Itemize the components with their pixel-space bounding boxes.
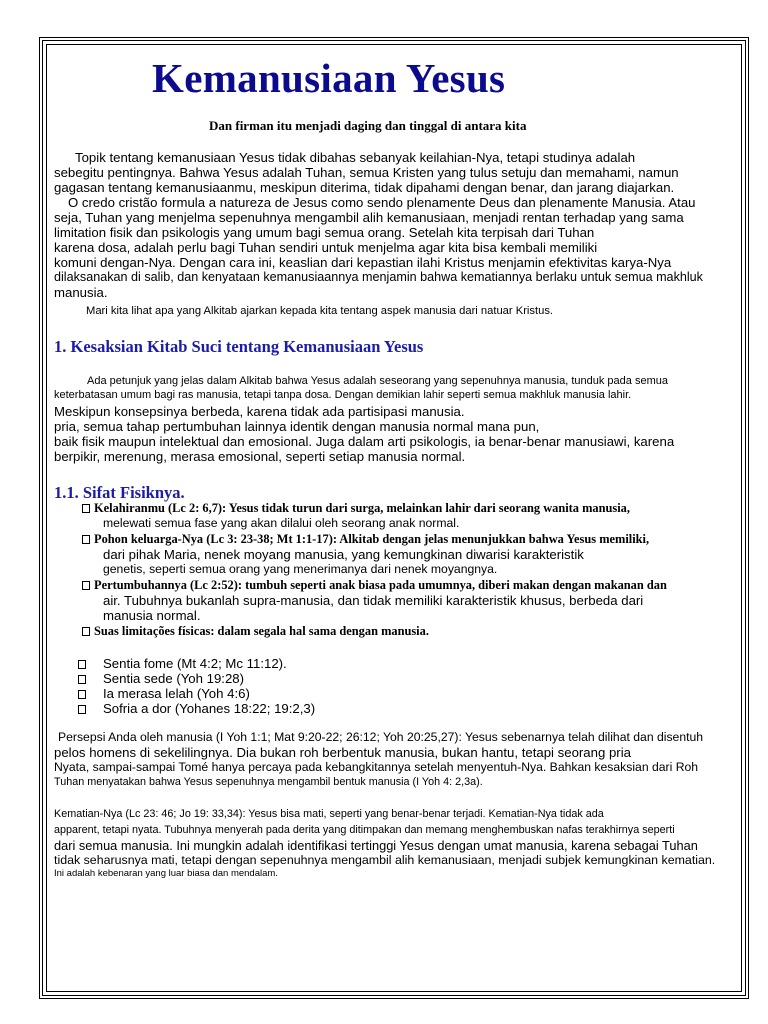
section1-small-line: keterbatasan umum bagi ras manusia, tetapi tanpa dosa. Dengan demikian lahir seperti semua makhluk manusia lahir. bbox=[54, 389, 632, 401]
intro-line: dilaksanakan di salib, dan kenyataan kemanusiaannya menjamin bahwa kematiannya berlaku untuk semua makhluk bbox=[54, 270, 703, 284]
intro-line: seja, Tuhan yang menjelma sepenuhnya mengambil alih kemanusiaan, menjadi rentan terhadap yang sama bbox=[54, 210, 684, 225]
list-item-bold: Pertumbuhannya (Lc 2:52): tumbuh seperti anak biasa pada umumnya, diberi makan dengan makanan dan bbox=[94, 578, 667, 592]
bullet-box-icon bbox=[82, 504, 90, 513]
list-item bbox=[82, 532, 649, 577]
limitation-item: Ia merasa lelah (Yoh 4:6) bbox=[103, 686, 250, 701]
list-item-rest: air. Tubuhnya bukanlah supra-manusia, dan tidak memiliki karakteristik khusus, berbeda dari bbox=[103, 593, 644, 608]
perception-line: Nyata, sampai-sampai Tomé hanya percaya pada kebangkitannya setelah menyentuh-Nya. Bahkan kesaksian dari Roh bbox=[54, 760, 699, 774]
death-small-line: Kematian-Nya (Lc 23: 46; Jo 19: 33,34): Yesus bisa mati, seperti yang benar-benar terjadi. Kematian-Nya tidak ada bbox=[54, 808, 604, 820]
bullet-box-icon bbox=[82, 581, 90, 590]
intro-line: manusia. bbox=[54, 285, 108, 300]
intro-line: karena dosa, adalah perlu bagi Tuhan sendiri untuk menjelma agar kita bisa kembali memiliki bbox=[54, 240, 598, 255]
intro-line: komuni dengan-Nya. Dengan cara ini, keaslian dari kepastian ilahi Kristus menjamin efektivitas karya-Nya bbox=[54, 255, 672, 270]
list-item-bold: Suas limitações físicas: dalam segala hal sama dengan manusia. bbox=[94, 624, 429, 638]
bullet-box-icon bbox=[82, 535, 90, 544]
death-line: tidak seharusnya mati, tetapi dengan sepenuhnya mengambil alih kemanusiaan, menjadi subjek kemungkinan kematian. bbox=[54, 853, 716, 867]
perception-paragraph bbox=[54, 730, 703, 789]
intro-line: Topik tentang kemanusiaan Yesus tidak dibahas sebanyak keilahian-Nya, tetapi studinya adalah bbox=[75, 150, 636, 165]
death-paragraph bbox=[54, 806, 715, 880]
section1-small-text bbox=[54, 374, 668, 402]
list-item-bold: Pohon keluarga-Nya (Lc 3: 23-38; Mt 1:1-17): Alkitab dengan jelas menunjukkan bahwa Yesus memiliki, bbox=[94, 532, 650, 546]
bullet-box-icon bbox=[78, 660, 86, 669]
section1-line: pria, semua tahap pertumbuhan lainnya identik dengan manusia normal mana pun, bbox=[54, 419, 540, 434]
bullet-box-icon bbox=[78, 675, 86, 684]
section1-heading: 1. Kesaksian Kitab Suci tentang Kemanusiaan Yesus bbox=[54, 337, 424, 356]
list-item-rest: manusia normal. bbox=[103, 608, 201, 623]
death-tiny: Ini adalah kebenaran yang luar biasa dan mendalam. bbox=[54, 868, 278, 879]
death-line: dari semua manusia. Ini mungkin adalah identifikasi tertinggi Yesus dengan umat manusia, karena sebagai Tuhan bbox=[54, 838, 698, 853]
page-subtitle: Dan firman itu menjadi daging dan tinggal di antara kita bbox=[209, 118, 527, 133]
section1-line: Meskipun konsepsinya berbeda, karena tidak ada partisipasi manusia. bbox=[54, 404, 465, 419]
bullet-box-icon bbox=[78, 690, 86, 699]
limitation-item: Sentia fome (Mt 4:2; Mc 11:12). bbox=[103, 656, 287, 671]
intro-line: sebegitu pentingnya. Bahwa Yesus adalah Tuhan, semua Kristen yang tulus setuju dan memahami, namun bbox=[54, 165, 679, 180]
section1-small-line: Ada petunjuk yang jelas dalam Alkitab bahwa Yesus adalah seseorang yang sepenuhnya manusia, tunduk pada semua bbox=[87, 375, 668, 387]
intro-closing: Mari kita lihat apa yang Alkitab ajarkan kepada kita tentang aspek manusia dari natuar Kristus. bbox=[86, 305, 554, 317]
section1-line: baik fisik maupun intelektual dan emosional. Juga dalam arti psikologis, ia benar-benar manusiawi, karena bbox=[54, 434, 675, 449]
list-item-rest: dari pihak Maria, nenek moyang manusia, yang kemungkinan diwarisi karakteristik bbox=[103, 547, 584, 562]
intro-line: limitation fisik dan psikologis yang umum bagi semua orang. Setelah kita terpisah dari Tuhan bbox=[54, 225, 595, 240]
list-item bbox=[82, 578, 667, 623]
limitation-item: Sentia sede (Yoh 19:28) bbox=[103, 671, 245, 686]
limitations-list bbox=[78, 656, 315, 716]
section1-line: berpikir, merenung, merasa emosional, seperti setiap manusia normal. bbox=[54, 449, 466, 464]
list-item-bold: Kelahiranmu (Lc 2: 6,7): Yesus tidak turun dari surga, melainkan lahir dari seorang wanita manusia, bbox=[94, 501, 630, 515]
page-title: Kemanusiaan Yesus bbox=[152, 55, 506, 101]
intro-paragraph bbox=[54, 150, 764, 300]
limitation-item: Sofria a dor (Yohanes 18:22; 19:2,3) bbox=[103, 701, 316, 716]
list-item-rest: melewati semua fase yang akan dilalui oleh seorang anak normal. bbox=[103, 516, 460, 530]
perception-line: Persepsi Anda oleh manusia (I Yoh 1:1; Mat 9:20-22; 26:12; Yoh 20:25,27): Yesus sebenarnya telah dilihat dan disentuh bbox=[58, 730, 704, 744]
bullet-box-icon bbox=[82, 627, 90, 636]
section11-heading: 1.1. Sifat Fisiknya. bbox=[54, 483, 185, 502]
section1-paragraph bbox=[54, 404, 674, 464]
intro-line: gagasan tentang kemanusiaanmu, meskipun diterima, tidak dipahami dengan benar, dan jarang diajarkan. bbox=[54, 180, 675, 195]
intro-line: O credo cristão formula a natureza de Jesus como sendo plenamente Deus dan plenamente Manusia. Atau bbox=[68, 195, 696, 210]
death-small-line: apparent, tetapi nyata. Tubuhnya menyerah pada derita yang ditimpakan dan memang menghembuskan nafas terakhirnya seperti bbox=[54, 824, 675, 836]
list-item-rest: genetis, seperti semua orang yang menerimanya dari nenek moyangnya. bbox=[103, 562, 498, 576]
perception-line: pelos homens di sekelilingnya. Dia bukan roh berbentuk manusia, bukan hantu, tetapi seorang pria bbox=[54, 745, 631, 760]
perception-small: Tuhan menyatakan bahwa Yesus sepenuhnya mengambil bentuk manusia (I Yoh 4: 2,3a). bbox=[54, 776, 483, 788]
list-item bbox=[82, 501, 630, 531]
list-item bbox=[82, 624, 429, 639]
bullet-box-icon bbox=[78, 705, 86, 714]
